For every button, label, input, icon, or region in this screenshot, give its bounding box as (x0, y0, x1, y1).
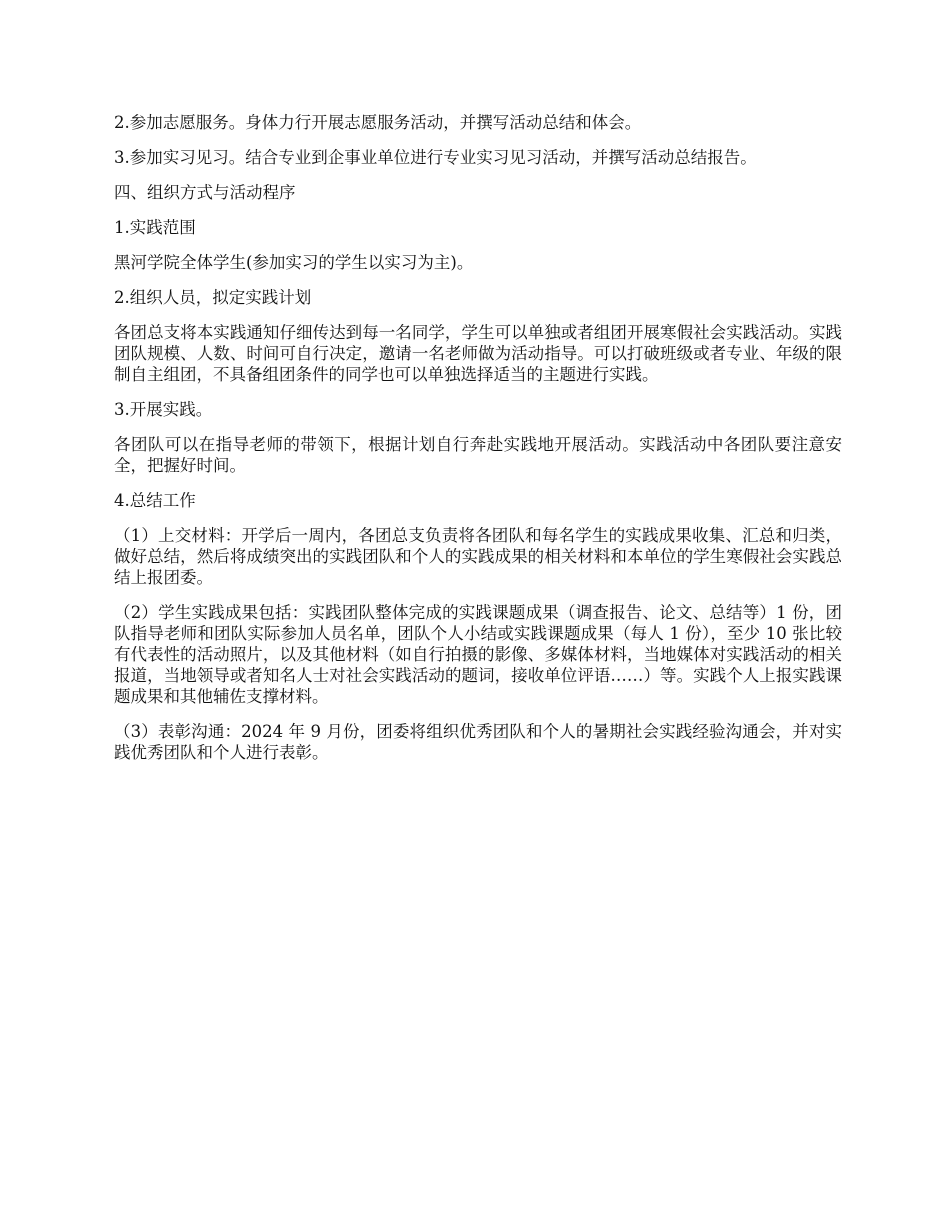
paragraph-plan: 各团总支将本实践通知仔细传达到每一名同学，学生可以单独或者组团开展寒假社会实践活动。实践团队规模、人数、时间可自行决定，邀请一名老师做为活动指导。可以打破班级或者专业、年级的限制自主组团，不具备组团条件的同学也可以单独选择适当的主题进行实践。 (114, 323, 842, 384)
paragraph-volunteer-service: 2.参加志愿服务。身体力行开展志愿服务活动，并撰写活动总结和体会。 (114, 113, 642, 132)
subheading-scope: 1.实践范围 (114, 218, 196, 237)
paragraph-practice: 各团队可以在指导老师的带领下，根据计划自行奔赴实践地开展活动。实践活动中各团队要注意安全，把握好时间。 (114, 435, 842, 475)
subheading-summary: 4.总结工作 (114, 491, 196, 510)
subheading-plan: 2.组织人员，拟定实践计划 (114, 288, 312, 307)
paragraph-commendation: （3）表彰沟通：2024 年 9 月份，团委将组织优秀团队和个人的暑期社会实践经验沟通会，并对实践优秀团队和个人进行表彰。 (114, 722, 842, 762)
paragraph-achievements: （2）学生实践成果包括：实践团队整体完成的实践课题成果（调查报告、论文、总结等）1 份，团队指导老师和团队实际参加人员名单，团队个人小结或实践课题成果（每人 1 份），至少 10 张比较有代表性的活动照片，以及其他材料（如自行拍摄的影像、多媒体材料，当地媒体对实践活动的相关报道，当地领导或者知名人士对社会实践活动的题词，接收单位评语……）等。实践个人上报实践课题成果和其他辅佐支撑材料。 (114, 603, 842, 706)
paragraph-submit-materials: （1）上交材料：开学后一周内，各团总支负责将各团队和每名学生的实践成果收集、汇总和归类，做好总结，然后将成绩突出的实践团队和个人的实践成果的相关材料和本单位的学生寒假社会实践总结上报团委。 (114, 526, 842, 587)
document-body (114, 112, 842, 777)
paragraph-scope: 黑河学院全体学生(参加实习的学生以实习为主)。 (114, 253, 474, 272)
section-heading-organization: 四、组织方式与活动程序 (114, 183, 296, 202)
subheading-practice: 3.开展实践。 (114, 400, 213, 419)
paragraph-internship: 3.参加实习见习。结合专业到企事业单位进行专业实习见习活动，并撰写活动总结报告。 (114, 148, 757, 167)
